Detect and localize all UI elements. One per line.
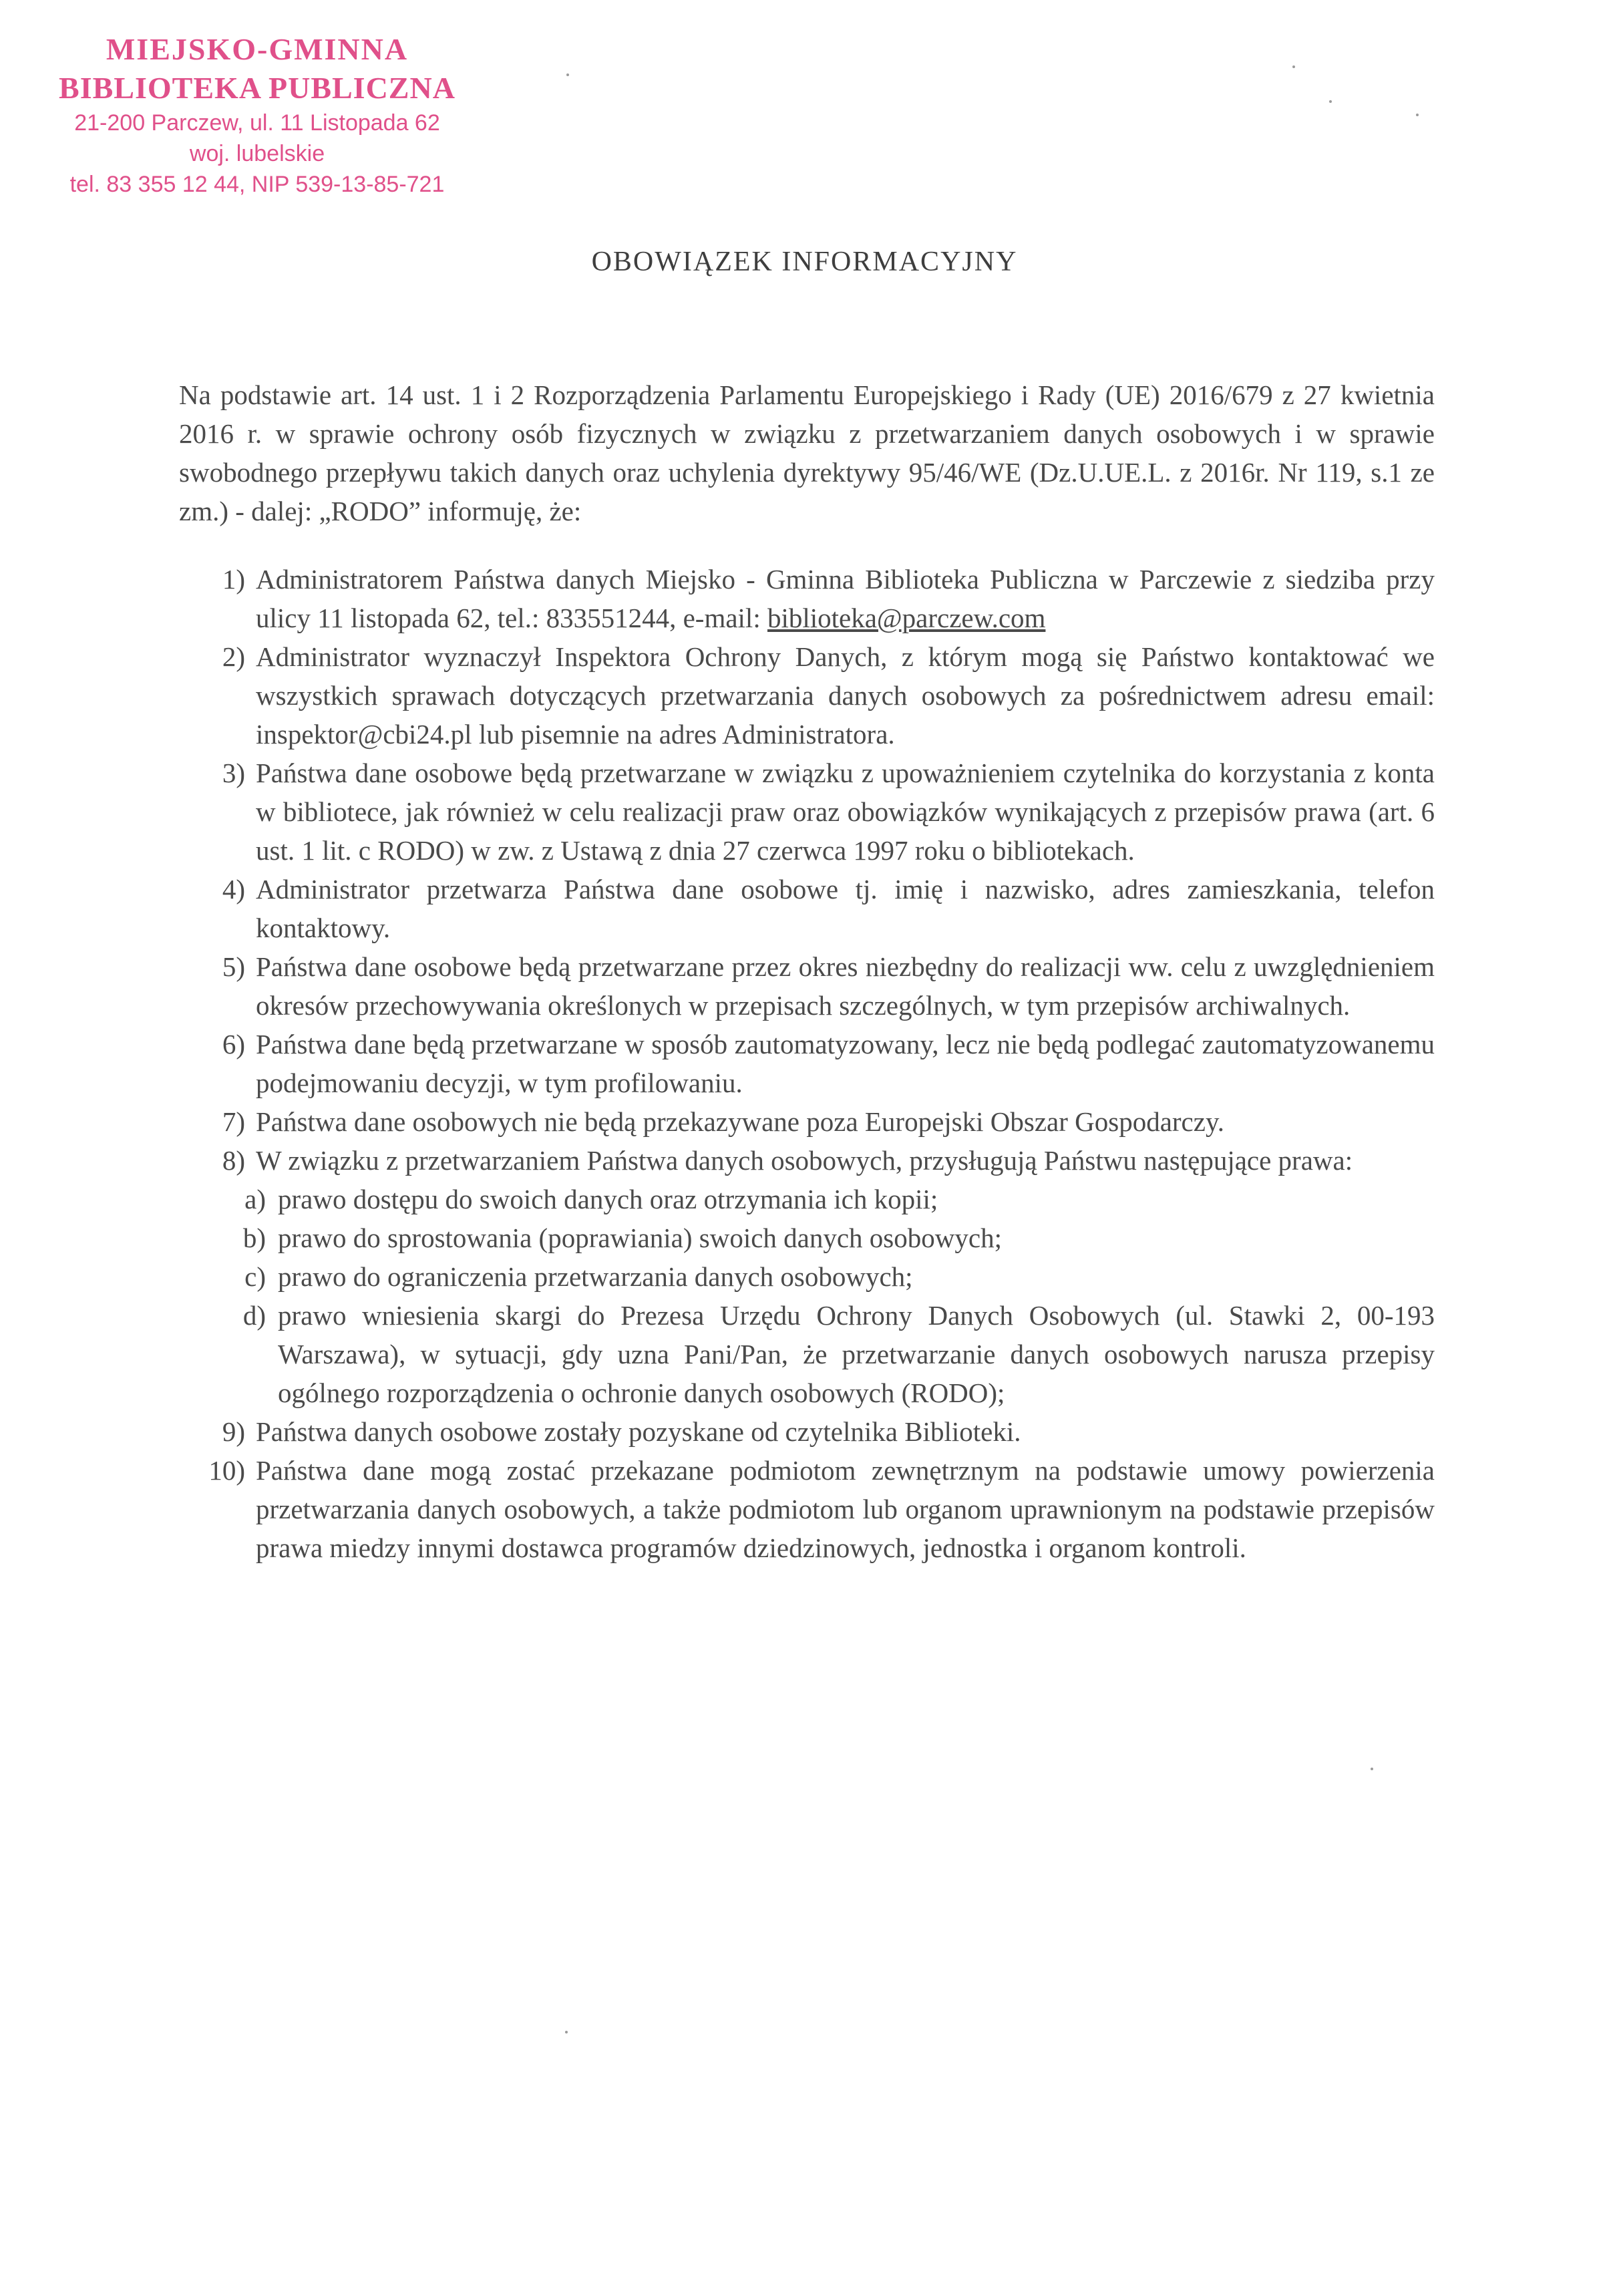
stamp-address: 21-200 Parczew, ul. 11 Listopada 62	[74, 110, 440, 136]
intro-paragraph: Na podstawie art. 14 ust. 1 i 2 Rozporządzenia Parlamentu Europejskiego i Rady (UE) 2016/679 z 27 kwietnia 2016 r. w sprawie ochrony osób fizycznych w związku z przetwarzaniem danych osobowych i w sprawie swobodnego przepływu takich danych oraz uchylenia dyrektywy 95/46/WE (Dz.U.UE.L. z 2016r. Nr 119, s.1 ze zm.) - dalej: „RODO” informuję, że:	[179, 379, 1435, 526]
list-item	[179, 1141, 1435, 1180]
list-item-text: Państwa dane mogą zostać przekazane podmiotom zewnętrznym na podstawie umowy powierzenia przetwarzania danych osobowych, a także podmiotom lub organom uprawnionym na podstawie przepisów prawa miedzy innymi dostawca programów dziedzinowych, jednostka i organom kontroli.	[256, 1455, 1435, 1563]
list-item-number: 3)	[222, 758, 245, 788]
information-list	[179, 560, 1435, 1567]
list-item-text: Państwa dane osobowe będą przetwarzane w związku z upoważnieniem czytelnika do korzystania z konta w bibliotece, jak również w celu realizacji praw oraz obowiązków wynikających z przepisów prawa (art. 6 ust. 1 lit. c RODO) w zw. z Ustawą z dnia 27 czerwca 1997 roku o bibliotekach.	[256, 758, 1435, 866]
list-item	[179, 1412, 1435, 1451]
administrator-text: Administratorem Państwa danych Miejsko - Gminna Biblioteka Publiczna w Parczewie z siedziba przy ulicy 11 listopada 62, tel.: 833551244, e-mail:	[256, 564, 1435, 633]
list-item-number: 8)	[222, 1145, 245, 1176]
list-item-number: 4)	[222, 874, 245, 905]
list-item-text: W związku z przetwarzaniem Państwa danych osobowych, przysługują Państwu następujące prawa:	[256, 1145, 1353, 1176]
list-item	[179, 637, 1435, 754]
subitem-text: prawo dostępu do swoich danych oraz otrzymania ich kopii;	[278, 1184, 938, 1214]
library-stamp	[40, 30, 474, 200]
stamp-phone-nip: tel. 83 355 12 44, NIP 539-13-85-721	[69, 172, 445, 197]
list-item-text: Państwa dane osobowych nie będą przekazywane poza Europejski Obszar Gospodarczy.	[256, 1106, 1225, 1137]
stamp-line-name-2: BIBLIOTEKA PUBLICZNA	[59, 71, 456, 105]
subitem-letter: b)	[242, 1222, 266, 1253]
list-item-number: 10)	[208, 1455, 245, 1486]
list-item-text: Administrator wyznaczył Inspektora Ochrony Danych, z którym mogą się Państwo kontaktować we wszystkich sprawach dotyczących przetwarzania danych osobowych za pośrednictwem adresu email: inspektor@cbi24.pl lub pisemnie na adres Administratora.	[256, 641, 1435, 750]
list-item-text: Państwa dane osobowe będą przetwarzane przez okres niezbędny do realizacji ww. celu z uwzględnieniem okresów przechowywania określonych w przepisach szczególnych, w tym przepisów archiwalnych.	[256, 951, 1435, 1021]
list-item	[179, 870, 1435, 947]
list-item	[179, 947, 1435, 1025]
scan-speck	[1371, 1768, 1373, 1770]
list-item	[179, 754, 1435, 870]
list-item	[179, 1025, 1435, 1102]
scan-speck	[1292, 65, 1295, 68]
list-item	[179, 1102, 1435, 1141]
subitem-letter: c)	[244, 1261, 266, 1292]
subitem-letter: d)	[242, 1300, 266, 1331]
list-item-number: 1)	[222, 564, 245, 595]
document-title: OBOWIĄZEK INFORMACYJNY	[591, 247, 1018, 277]
list-item-number: 5)	[222, 951, 245, 982]
scan-speck	[1416, 114, 1419, 116]
rights-subitem	[179, 1218, 1435, 1257]
rights-subitem	[179, 1296, 1435, 1412]
subitem-text: prawo do ograniczenia przetwarzania danych osobowych;	[278, 1261, 913, 1292]
scan-speck	[1329, 100, 1332, 103]
subitem-text: prawo wniesienia skargi do Prezesa Urzędu Ochrony Danych Osobowych (ul. Stawki 2, 00-193 Warszawa), w sytuacji, gdy uzna Pani/Pan, że przetwarzanie danych osobowych narusza przepisy ogólnego rozporządzenia o ochronie danych osobowych (RODO);	[278, 1300, 1435, 1408]
list-item-number: 9)	[222, 1416, 245, 1447]
list-item-text	[256, 560, 1435, 637]
subitem-text: prawo do sprostowania (poprawiania) swoich danych osobowych;	[278, 1222, 1002, 1253]
scan-speck	[565, 2031, 568, 2033]
list-item-number: 7)	[222, 1106, 245, 1137]
stamp-region: woj. lubelskie	[189, 141, 325, 166]
subitem-letter: a)	[244, 1184, 266, 1214]
rights-subitem	[179, 1180, 1435, 1218]
list-item-number: 2)	[222, 641, 245, 672]
stamp-line-name-1: MIEJSKO-GMINNA	[106, 32, 409, 66]
list-item-text: Państwa dane będą przetwarzane w sposób zautomatyzowany, lecz nie będą podlegać zautomatyzowanemu podejmowaniu decyzji, w tym profilowaniu.	[256, 1029, 1435, 1098]
list-item	[179, 1451, 1435, 1567]
scan-speck	[566, 73, 569, 76]
rights-subitem	[179, 1257, 1435, 1296]
list-item-text: Administrator przetwarza Państwa dane osobowe tj. imię i nazwisko, adres zamieszkania, telefon kontaktowy.	[256, 874, 1435, 943]
library-email-link[interactable]: biblioteka@parczew.com	[767, 603, 1046, 633]
list-item	[179, 560, 1435, 637]
list-item-text: Państwa danych osobowe zostały pozyskane od czytelnika Biblioteki.	[256, 1416, 1021, 1447]
list-item-number: 6)	[222, 1029, 245, 1059]
